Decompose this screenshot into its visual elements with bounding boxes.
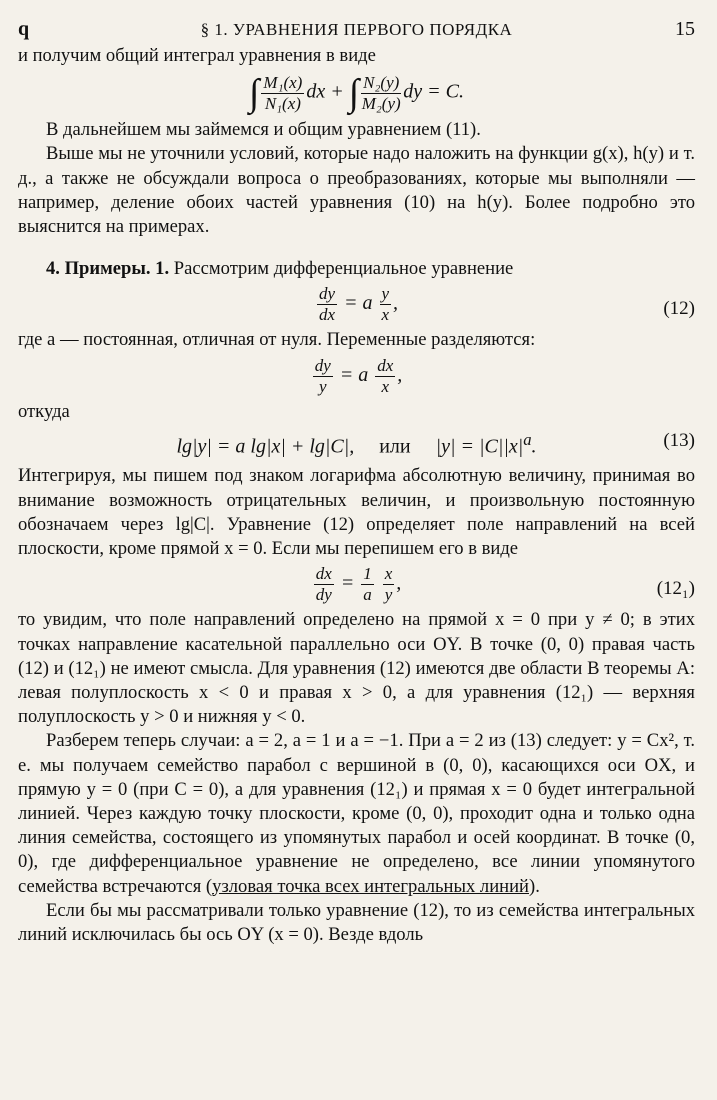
paragraph-9-text: Разберем теперь случаи: a = 2, a = 1 и a = −1. При a = 2 из (13) следует: y = Cx², т. е. мы получаем семейство парабол с вершиной в (0, 0), касающихся оси OX, и прямую y = 0 (при C = 0), а для уравнения (12₁) и прямая x = 0 будет интегральной линией. Через каждую точку плоскости, кроме (0, 0), проходит одна и только одна линия семейства, состоящего из упомянутых парабол и осей координат. В точке (0, 0), где дифференциальное уравнение не определено, все линии упомянутого семейства встречаются (: [18, 730, 695, 897]
paragraph-8: то увидим, что поле направлений определено на прямой x = 0 при y ≠ 0; в этих точках направление касательной параллельно оси OY. В точке (0, 0) правая часть (12) и (12₁) не имеют смысла. Для уравнения (12) имеются две области B теоремы А: левая полуплоскость x < 0 и правая x > 0, а для уравнения (12₁) — верхняя полуплоскость y > 0 и нижняя y < 0.: [18, 609, 695, 728]
examples-label: 4. Примеры. 1.: [46, 258, 170, 280]
page-number: 15: [675, 18, 695, 40]
equation-general-integral: ∫ $\frac{\text{M₁(x)}}{\text{N₁(x)}}$ dx + ∫ $\frac{\text{N₂(y)}}{\text{M₂(y)}}$ dy = C.: [248, 72, 464, 115]
equation-separated: $\frac{dy}{y}$ = a $\frac{dx}{x}$ ,: [314, 355, 403, 396]
equation-12-1-number: (12₁): [656, 578, 695, 600]
paragraph-6: откуда: [18, 400, 70, 422]
paragraph-7: Интегрируя, мы пишем под знаком логарифма абсолютную величину, принимая во внимание возможность отрицательных величин, и произвольную постоянную обозначаем через lg|C|. Уравнение (12) определяет поле направлений на всей плоскости, кроме прямой x = 0. Если мы перепишем его в виде: [18, 465, 695, 560]
paragraph-9-end: ).: [529, 875, 540, 897]
paragraph-3: Выше мы не уточнили условий, которые надо наложить на функции g(x), h(y) и т. д., а также не обсуждали вопроса о преобразованиях, которые мы выполняли — например, деление обоих частей уравнения (10) на h(y). Более подробно это выяснится на примерах.: [18, 143, 695, 238]
equation-13: lg|y| = a lg|x| + lg|C|, или $|y| = |C||x|^a$. (13): [176, 429, 695, 458]
equation-12-number: (12): [663, 298, 695, 320]
section-title: § 1. УРАВНЕНИЯ ПЕРВОГО ПОРЯДКА: [200, 20, 513, 39]
running-header: [18, 8, 695, 44]
node-point-phrase: узловая точка всех интегральных линий: [212, 875, 529, 897]
paragraph-1: и получим общий интеграл уравнения в виде: [18, 45, 376, 66]
equation-13-right: |y| = |C||x|: [435, 435, 524, 458]
examples-intro: Рассмотрим дифференциальное уравнение: [169, 258, 514, 280]
paragraph-10: Если бы мы рассматривали только уравнение (12), то из семейства интегральных линий исключилась бы ось OY (x = 0). Везде вдоль: [18, 899, 695, 945]
paragraph-5: где a — постоянная, отличная от нуля. Переменные разделяются:: [18, 329, 536, 351]
equation-13-left: lg|y| = a lg|x| + lg|C|,: [176, 435, 355, 458]
equation-13-or: или: [379, 435, 411, 458]
equation-12: $\frac{dy}{dx}$ = a $\frac{y}{x}$ , (12): [318, 284, 695, 325]
examples-heading: [18, 257, 695, 281]
header-mark: q: [18, 18, 30, 40]
equation-12-1: $\frac{dx}{dy}$ = $\frac{1}{a}$ $\frac{x}{y}$ , (12₁): [315, 564, 695, 605]
equation-13-number: (13): [663, 429, 695, 451]
paragraph-9: [18, 729, 695, 898]
paragraph-2: В дальнейшем мы займемся и общим уравнением (11).: [46, 119, 481, 141]
